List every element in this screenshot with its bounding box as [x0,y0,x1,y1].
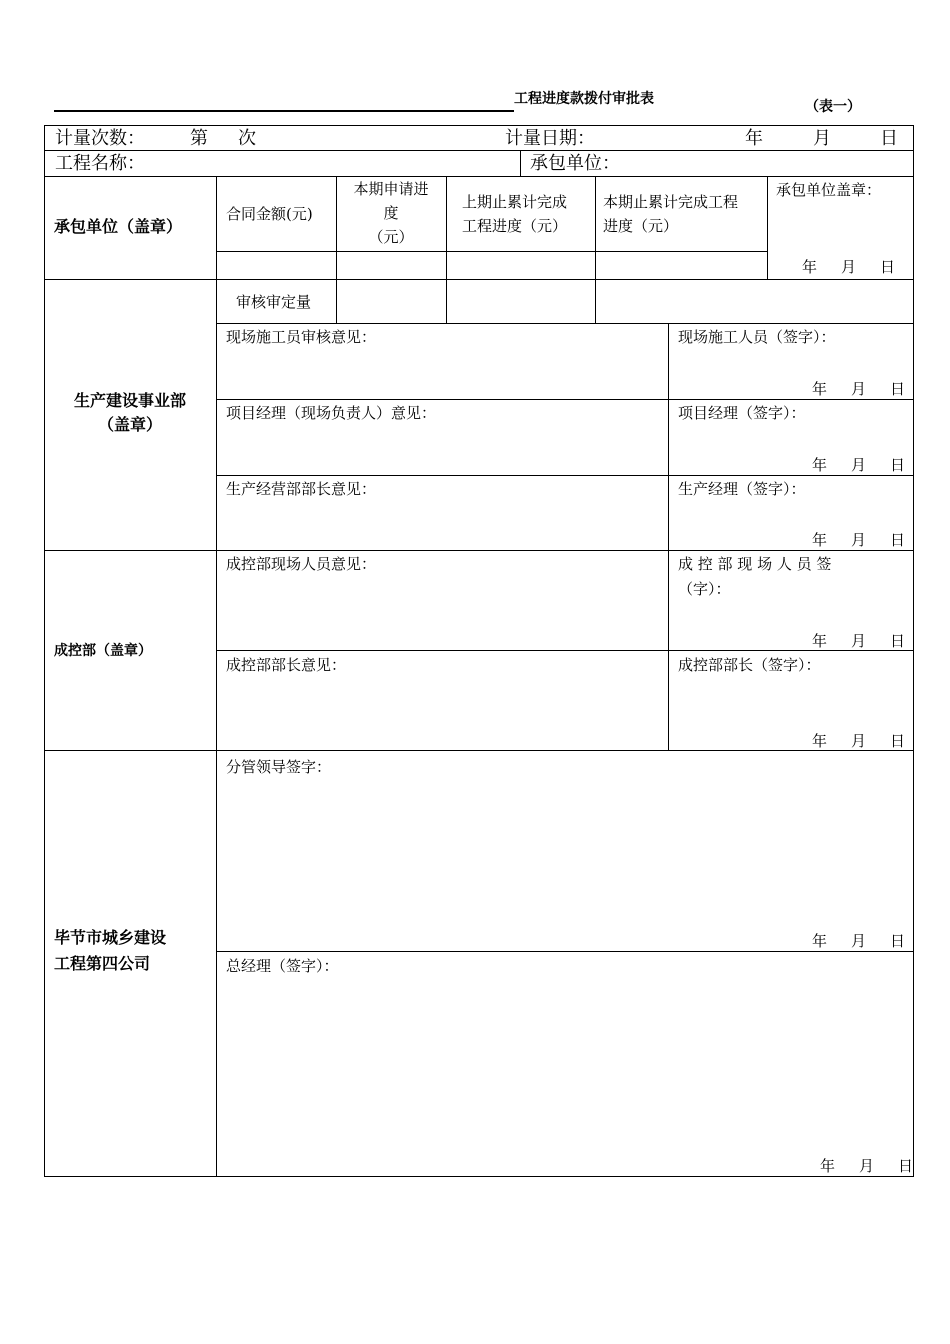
col-current-apply-line1: 本期申请进 [353,180,429,198]
pm-opinion-label: 项目经理（现场负责人）意见： [226,404,437,422]
site-sign-label: 现场施工人员（签字）： [678,328,836,346]
gm-sign-label: 总经理（签字）： [226,957,339,975]
cost-site-sign-label-line2: （字）： [678,580,731,598]
leader-sign-date: 年 月 日 [812,932,906,950]
contractor-label: 承包单位： [530,153,620,174]
cost-head-sign-label: 成控部部长（签字）： [678,656,821,674]
date-label: 计量日期： [505,128,595,149]
gm-sign-date: 年 月 日 [820,1157,914,1175]
audit-label: 审核审定量 [236,293,312,311]
cost-site-sign-date: 年 月 日 [812,632,906,650]
project-name-label: 工程名称： [55,153,145,174]
site-sign-date: 年 月 日 [812,380,906,398]
pm-sign-label: 项目经理（签字）： [678,404,806,422]
leader-sign-label: 分管领导签字： [226,758,332,776]
col-current-apply-line3: （元） [368,228,414,246]
cost-site-opinion-label: 成控部现场人员意见： [226,555,377,573]
date-year: 年 [745,128,763,149]
company-section-title-line1: 毕节市城乡建设 [54,928,167,947]
date-day: 日 [880,128,898,149]
col-current-apply-line2: 度 [383,204,399,222]
ops-sign-date: 年 月 日 [812,531,906,549]
form-title: 工程进度款拨付审批表 [514,91,654,107]
ops-opinion-label: 生产经营部部长意见： [226,480,377,498]
production-section-title-line1: 生产建设事业部 [73,391,186,410]
count-di: 第 [190,128,208,149]
col-prev-total-line1: 上期止累计完成 [462,193,568,211]
count-ci: 次 [238,128,256,149]
site-opinion-label: 现场施工员审核意见： [226,328,377,346]
col-current-total-line1: 本期止累计完成工程 [603,193,739,211]
contractor-seal-date: 年 月 日 [802,258,896,276]
col-contract-amount: 合同金额(元) [226,205,313,223]
cost-head-opinion-label: 成控部部长意见： [226,656,347,674]
pm-sign-date: 年 月 日 [812,456,906,474]
production-section-title-line2: （盖章） [97,415,162,434]
contractor-section-title: 承包单位（盖章） [54,217,183,236]
company-section-title-line2: 工程第四公司 [54,954,151,973]
cost-section-title: 成控部（盖章） [54,643,152,659]
table-tag: （表一） [805,99,861,115]
cost-head-sign-date: 年 月 日 [812,732,906,750]
col-prev-total-line2: 工程进度（元） [462,217,568,235]
cost-site-sign-label-line1: 成 控 部 现 场 人 员 签 [678,555,832,573]
ops-sign-label: 生产经理（签字）： [678,480,806,498]
contractor-seal-label: 承包单位盖章： [776,181,882,199]
title-underline [54,110,514,112]
col-current-total-line2: 进度（元） [603,217,679,235]
date-month: 月 [813,128,831,149]
count-label: 计量次数： [55,128,145,149]
